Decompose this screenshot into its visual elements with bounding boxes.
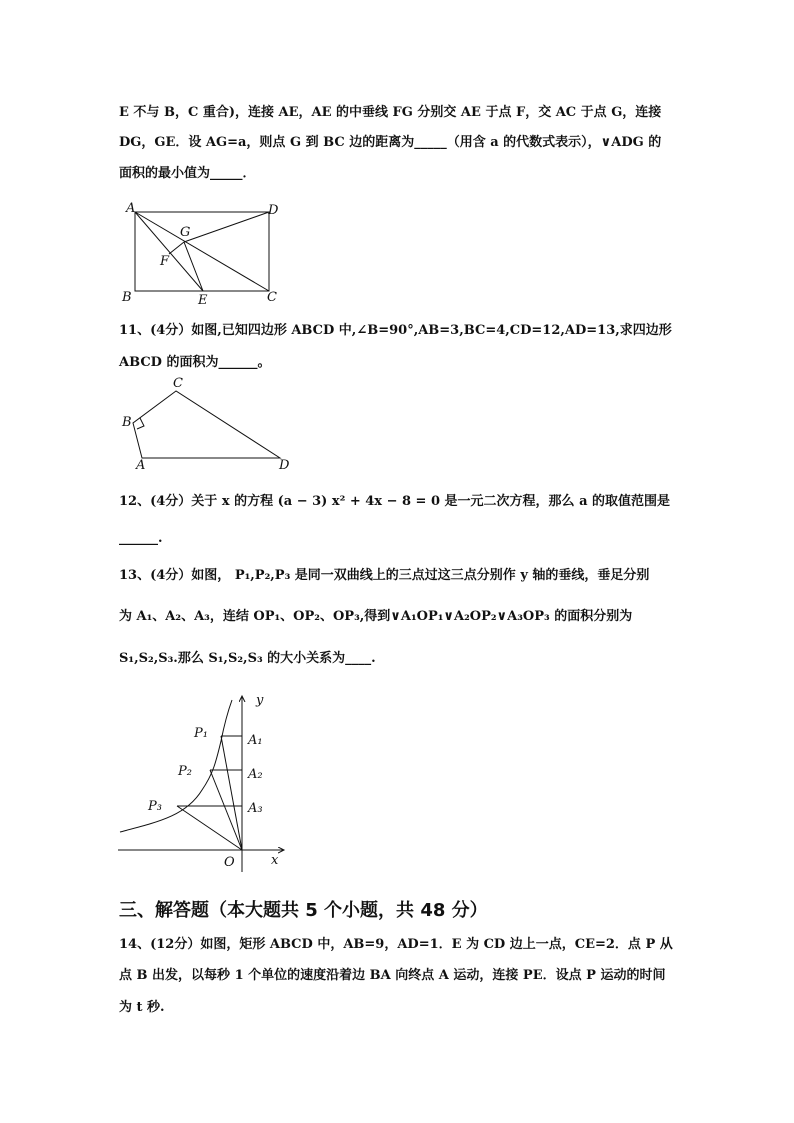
q10-label-f: F <box>160 254 170 269</box>
q10-label-c: C <box>267 290 277 305</box>
q13-label-a2: A₂ <box>248 767 263 782</box>
q12-text-line2: ______. <box>119 531 163 546</box>
q13-text-line3: S₁,S₂,S₃.那么 S₁,S₂,S₃ 的大小关系为____. <box>119 651 376 666</box>
q10-label-g: G <box>180 225 191 240</box>
q10-label-b: B <box>122 290 132 305</box>
q13-label-y: y <box>256 693 264 708</box>
q13-text-line1: 13、(4分）如图， P₁,P₂,P₃ 是同一双曲线上的三点过这三点分别作 y 轴的垂线，垂足分别 <box>119 568 650 583</box>
q10-label-e: E <box>198 293 208 306</box>
q14-text-line3: 为 t 秒. <box>119 1000 165 1015</box>
q10-text-line3: 面积的最小值为_____． <box>119 166 256 181</box>
q11-label-c: C <box>173 376 183 391</box>
q11-figure <box>118 374 298 472</box>
q10-text-line1: E 不与 B，C 重合)，连接 AE，AE 的中垂线 FG 分别交 AE 于点 F，交 AC 于点 G，连接 <box>119 105 662 120</box>
q11-text-line2: ABCD 的面积为______。 <box>119 355 271 370</box>
q13-label-o: O <box>224 855 235 870</box>
q13-text-line2: 为 A₁、A₂、A₃，连结 OP₁、OP₂、OP₃,得到∨A₁OP₁∨A₂OP₂∨A₃OP₃ 的面积分别为 <box>119 609 633 624</box>
q13-label-p3: P₃ <box>148 799 162 814</box>
q13-figure <box>118 686 298 876</box>
q13-label-a1: A₁ <box>248 733 263 748</box>
q11-label-d: D <box>279 458 290 472</box>
q10-figure <box>118 198 288 306</box>
q13-label-x: x <box>271 853 279 868</box>
q10-label-d: D <box>268 203 279 218</box>
q13-label-p2: P₂ <box>178 764 192 779</box>
q14-text-line2: 点 B 出发，以每秒 1 个单位的速度沿着边 BA 向终点 A 运动，连接 PE．设点 P 运动的时间 <box>119 968 666 983</box>
section-heading: 三、解答题（本大题共 5 个小题，共 48 分） <box>119 900 488 921</box>
q11-label-a: A <box>136 458 146 472</box>
q10-text-line2: DG，GE．设 AG=a，则点 G 到 BC 边的距离为_____（用含 a 的代数式表示），∨ADG 的 <box>119 135 662 150</box>
hyperbola-curve <box>120 700 232 832</box>
q11-text-line1: 11、(4分）如图,已知四边形 ABCD 中,∠B=90°,AB=3,BC=4,CD=12,AD=13,求四边形 <box>119 323 672 338</box>
q10-label-a: A <box>126 201 136 216</box>
q13-label-p1: P₁ <box>194 726 208 741</box>
q11-label-b: B <box>122 415 132 430</box>
q13-label-a3: A₃ <box>248 801 263 816</box>
q14-text-line1: 14、(12分）如图，矩形 ABCD 中，AB=9，AD=1．E 为 CD 边上一点，CE=2．点 P 从 <box>119 937 673 952</box>
q12-text-line1: 12、(4分）关于 x 的方程 (a − 3) x² + 4x − 8 = 0 是一元二次方程，那么 a 的取值范围是 <box>119 494 671 509</box>
